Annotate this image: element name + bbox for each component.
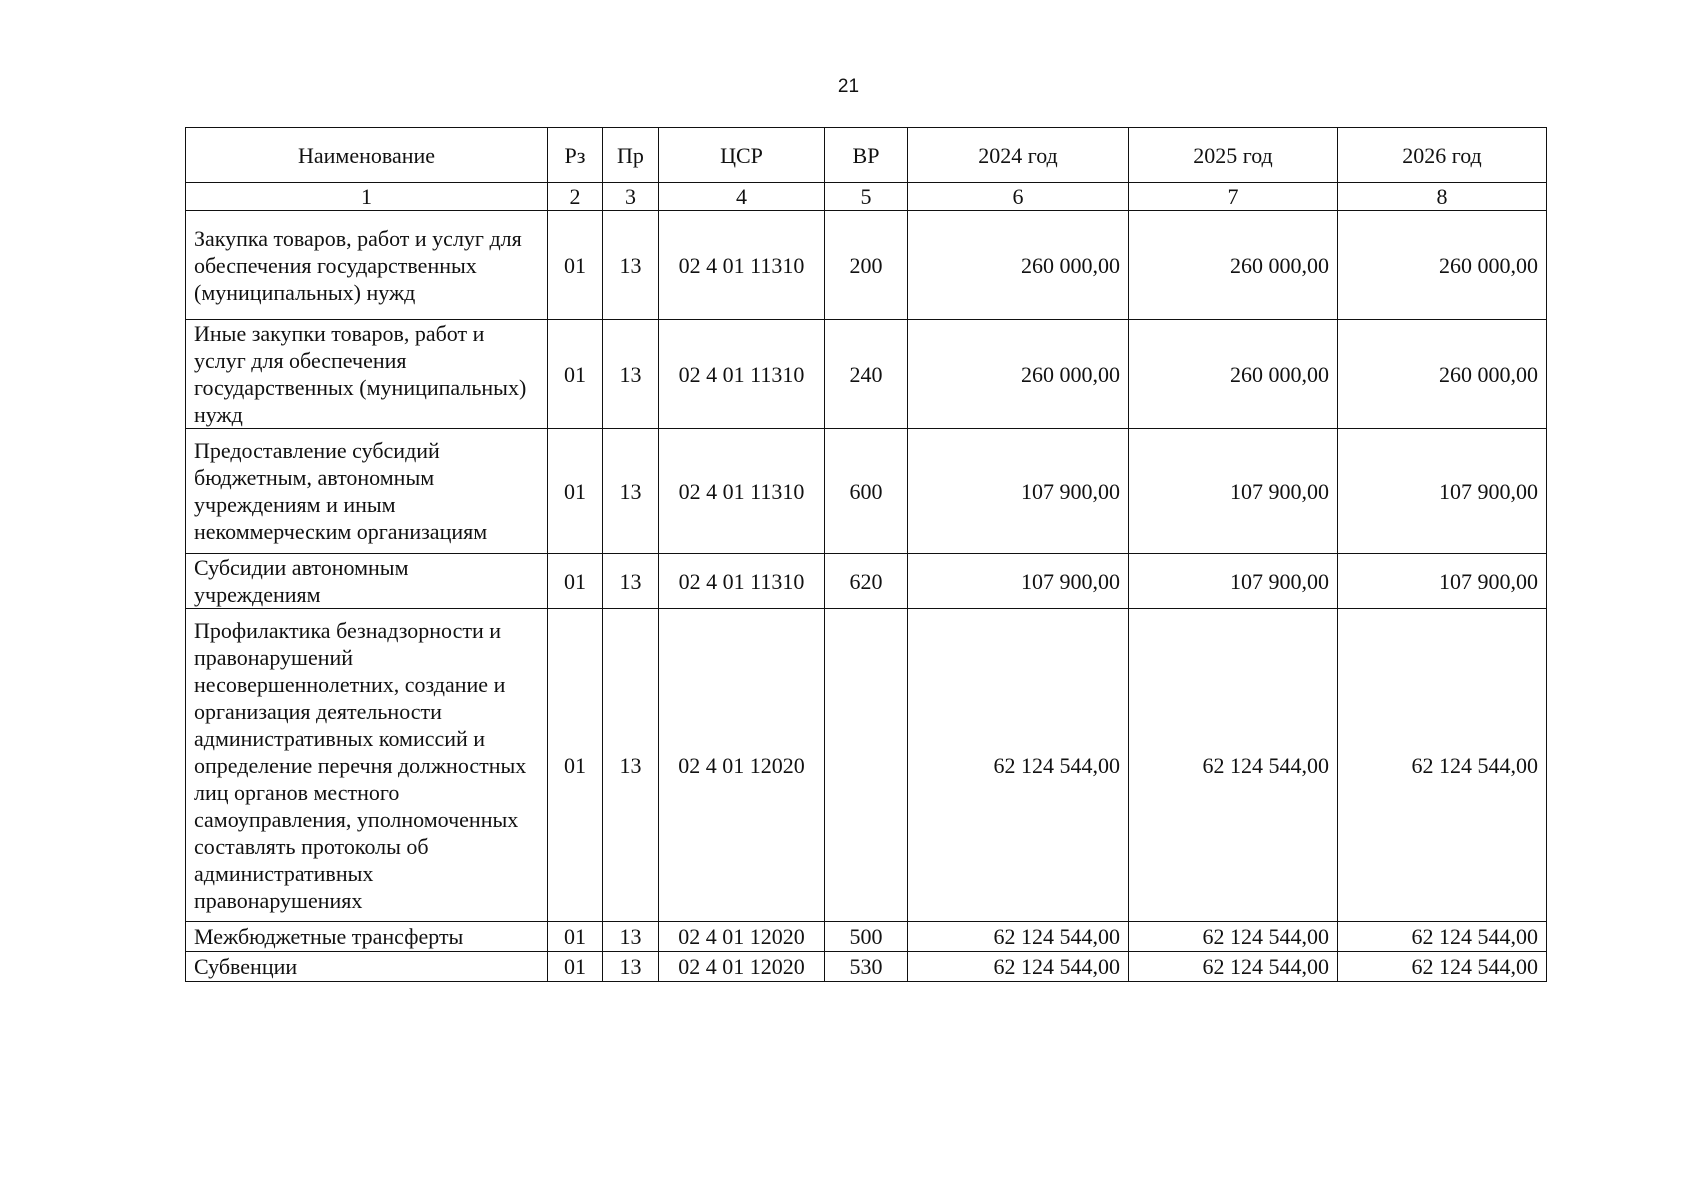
header-csr: ЦСР [659, 128, 825, 183]
header-pr: Пр [603, 128, 659, 183]
header-rz: Рз [548, 128, 603, 183]
table-row [186, 922, 1547, 952]
row-csr: 02 4 01 11310 [659, 211, 825, 320]
row-amount-2025: 107 900,00 [1129, 429, 1338, 554]
column-number: 7 [1129, 183, 1338, 211]
header-row [186, 128, 1547, 183]
row-amount-2024: 107 900,00 [908, 554, 1129, 609]
header-2024: 2024 год [908, 128, 1129, 183]
table-row [186, 320, 1547, 429]
row-name: Субсидии автономным учреждениям [186, 554, 548, 609]
row-vr: 600 [825, 429, 908, 554]
row-vr: 530 [825, 952, 908, 982]
row-amount-2024: 260 000,00 [908, 320, 1129, 429]
row-pr: 13 [603, 320, 659, 429]
row-vr: 240 [825, 320, 908, 429]
row-csr: 02 4 01 11310 [659, 320, 825, 429]
column-number: 2 [548, 183, 603, 211]
row-amount-2024: 62 124 544,00 [908, 609, 1129, 922]
row-pr: 13 [603, 952, 659, 982]
header-name: Наименование [186, 128, 548, 183]
row-rz: 01 [548, 429, 603, 554]
row-csr: 02 4 01 12020 [659, 609, 825, 922]
row-amount-2026: 62 124 544,00 [1338, 922, 1547, 952]
header-2026: 2026 год [1338, 128, 1547, 183]
row-amount-2024: 260 000,00 [908, 211, 1129, 320]
row-rz: 01 [548, 554, 603, 609]
row-name: Профилактика безнадзорности и правонарушений несовершеннолетних, создание и организация деятельности административных комиссий и определение перечня должностных лиц органов местного самоуправления, уполномоченных составлять протоколы об административных правонарушениях [186, 609, 548, 922]
row-pr: 13 [603, 922, 659, 952]
budget-table [185, 127, 1547, 982]
row-rz: 01 [548, 211, 603, 320]
row-name: Закупка товаров, работ и услуг для обеспечения государственных (муниципальных) нужд [186, 211, 548, 320]
page-number: 21 [837, 76, 860, 97]
row-amount-2025: 260 000,00 [1129, 211, 1338, 320]
row-rz: 01 [548, 952, 603, 982]
row-vr: 500 [825, 922, 908, 952]
column-numbers-row [186, 183, 1547, 211]
column-number: 1 [186, 183, 548, 211]
row-amount-2025: 62 124 544,00 [1129, 922, 1338, 952]
row-amount-2025: 62 124 544,00 [1129, 609, 1338, 922]
row-pr: 13 [603, 554, 659, 609]
row-csr: 02 4 01 11310 [659, 554, 825, 609]
table-row [186, 429, 1547, 554]
row-amount-2025: 62 124 544,00 [1129, 952, 1338, 982]
table-row [186, 554, 1547, 609]
row-amount-2026: 260 000,00 [1338, 320, 1547, 429]
row-pr: 13 [603, 609, 659, 922]
row-amount-2024: 62 124 544,00 [908, 922, 1129, 952]
column-number: 8 [1338, 183, 1547, 211]
row-csr: 02 4 01 12020 [659, 952, 825, 982]
row-vr [825, 609, 908, 922]
column-number: 3 [603, 183, 659, 211]
row-rz: 01 [548, 609, 603, 922]
table-row [186, 952, 1547, 982]
row-rz: 01 [548, 320, 603, 429]
row-amount-2024: 62 124 544,00 [908, 952, 1129, 982]
column-number: 4 [659, 183, 825, 211]
row-amount-2026: 260 000,00 [1338, 211, 1547, 320]
row-amount-2026: 62 124 544,00 [1338, 952, 1547, 982]
row-name: Предоставление субсидий бюджетным, автономным учреждениям и иным некоммерческим организациям [186, 429, 548, 554]
table-row [186, 211, 1547, 320]
row-amount-2025: 260 000,00 [1129, 320, 1338, 429]
row-amount-2026: 62 124 544,00 [1338, 609, 1547, 922]
row-vr: 200 [825, 211, 908, 320]
row-amount-2026: 107 900,00 [1338, 429, 1547, 554]
row-pr: 13 [603, 429, 659, 554]
header-vr: ВР [825, 128, 908, 183]
row-csr: 02 4 01 11310 [659, 429, 825, 554]
row-name: Межбюджетные трансферты [186, 922, 548, 952]
row-amount-2026: 107 900,00 [1338, 554, 1547, 609]
column-number: 6 [908, 183, 1129, 211]
row-amount-2025: 107 900,00 [1129, 554, 1338, 609]
table-row [186, 609, 1547, 922]
row-amount-2024: 107 900,00 [908, 429, 1129, 554]
column-number: 5 [825, 183, 908, 211]
row-csr: 02 4 01 12020 [659, 922, 825, 952]
row-rz: 01 [548, 922, 603, 952]
header-2025: 2025 год [1129, 128, 1338, 183]
row-name: Субвенции [186, 952, 548, 982]
row-pr: 13 [603, 211, 659, 320]
row-vr: 620 [825, 554, 908, 609]
row-name: Иные закупки товаров, работ и услуг для обеспечения государственных (муниципальных) нужд [186, 320, 548, 429]
